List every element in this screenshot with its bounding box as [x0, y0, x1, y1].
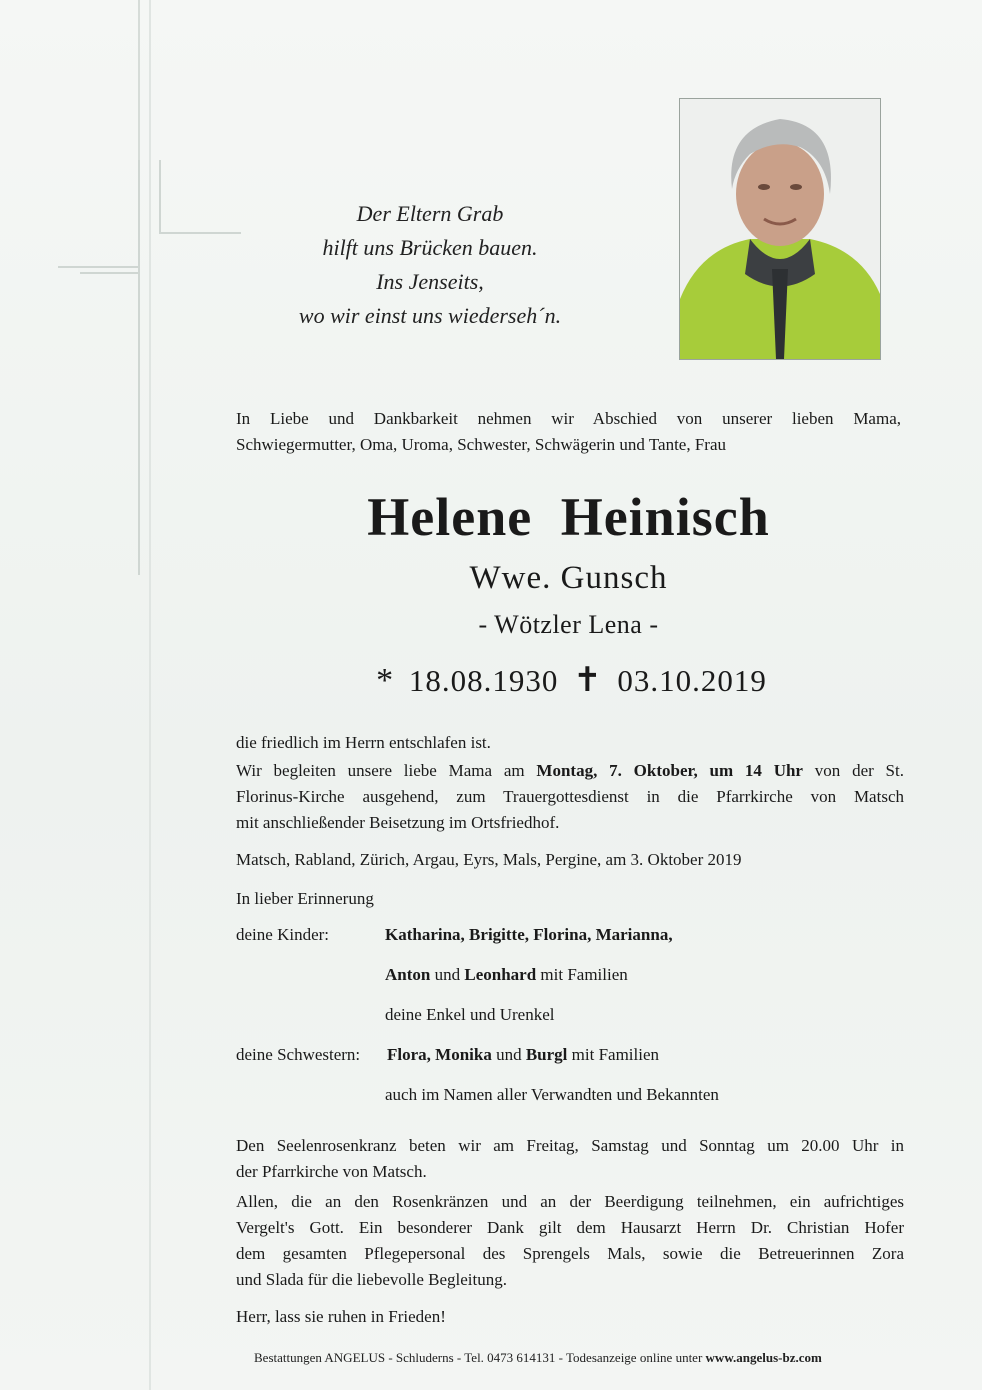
funeral-text: Wir begleiten unsere liebe Mama am: [236, 761, 537, 780]
sisters-label: deine Schwestern:: [236, 1045, 361, 1064]
child-name: Leonhard: [464, 965, 537, 984]
intro-line: In Liebe und Dankbarkeit nehmen wir Abschied von unserer lieben Mama,: [236, 409, 901, 428]
sister-name: Burgl: [525, 1045, 568, 1064]
death-date: 03.10.2019: [617, 663, 767, 698]
quote-line: Ins Jenseits,: [376, 269, 484, 294]
death-cross-icon: ✝: [573, 662, 603, 699]
life-dates: [236, 660, 901, 700]
thanks-line: Allen, die an den Rosenkränzen und an der Beerdigung teilnehmen, ein aufrichtiges: [236, 1192, 904, 1211]
memorial-quote: [260, 197, 600, 333]
sister-name: Flora, Monika: [387, 1045, 492, 1064]
sisters-names: [387, 1045, 659, 1065]
widow-of: Wwe. Gunsch: [469, 560, 668, 596]
intro-text: [236, 406, 901, 458]
thanks-line: und Slada für die liebevolle Begleitung.: [236, 1270, 507, 1289]
prayer-text: Herr, lass sie ruhen in Frieden!: [236, 1307, 446, 1326]
rosary-line: Den Seelenrosenkranz beten wir am Freitag, Samstag und Sonntag um 20.00 Uhr in: [236, 1136, 904, 1155]
funeral-text: von der St.: [802, 761, 904, 780]
quote-line: wo wir einst uns wiederseh´n.: [298, 303, 562, 328]
birth-star-icon: *: [376, 662, 395, 699]
funeral-line: Florinus-Kirche ausgehend, zum Trauergottesdienst in die Pfarrkirche von Matsch: [236, 787, 904, 806]
passed-text: die friedlich im Herrn entschlafen ist.: [236, 733, 491, 752]
portrait-photo: [679, 98, 881, 360]
children-names: Katharina, Brigitte, Florina, Marianna,: [385, 925, 673, 944]
with-families: mit Familien: [567, 1045, 660, 1064]
funeral-info: [236, 758, 904, 836]
children-names-2: [385, 965, 628, 985]
intro-line: Schwiegermutter, Oma, Uroma, Schwester, Schwägerin und Tante, Frau: [236, 435, 727, 454]
all-relatives: auch im Namen aller Verwandten und Bekannten: [385, 1085, 719, 1104]
remembrance-text: In lieber Erinnerung: [236, 889, 374, 908]
portrait-image: [680, 99, 880, 359]
child-name: Anton: [385, 965, 431, 984]
thanks-text: [236, 1189, 904, 1293]
deceased-name: Helene Heinisch: [367, 487, 770, 547]
children-label: deine Kinder:: [236, 925, 329, 944]
decorative-line: [149, 0, 151, 1390]
rosary-info: [236, 1133, 904, 1185]
funeral-date: Montag, 7. Oktober, um 14 Uhr: [536, 761, 803, 780]
grandchildren: deine Enkel und Urenkel: [385, 1005, 555, 1024]
thanks-line: Vergelt's Gott. Ein besonderer Dank gilt dem Hausarzt Herrn Dr. Christian Hofer: [236, 1218, 904, 1237]
footer-text: Bestattungen ANGELUS - Schluderns - Tel. 0473 614131 - Todesanzeige online unter: [254, 1350, 706, 1365]
quote-line: hilft uns Brücken bauen.: [322, 235, 538, 260]
funeral-line: [236, 758, 904, 784]
conjunction: und: [491, 1045, 526, 1064]
funeral-line: mit anschließender Beisetzung im Ortsfriedhof.: [236, 813, 560, 832]
conjunction: und: [430, 965, 465, 984]
thanks-line: dem gesamten Pflegepersonal des Sprengels Mals, sowie die Betreuerinnen Zora: [236, 1244, 904, 1263]
rosary-line: der Pfarrkirche von Matsch.: [236, 1162, 427, 1181]
quote-line: Der Eltern Grab: [356, 201, 504, 226]
birth-date: 18.08.1930: [408, 663, 559, 698]
with-families: mit Familien: [536, 965, 628, 984]
footer: [254, 1350, 822, 1366]
nickname: - Wötzler Lena -: [478, 610, 659, 639]
footer-link[interactable]: www.angelus-bz.com: [705, 1350, 822, 1365]
place-date: Matsch, Rabland, Zürich, Argau, Eyrs, Mals, Pergine, am 3. Oktober 2019: [236, 850, 742, 869]
